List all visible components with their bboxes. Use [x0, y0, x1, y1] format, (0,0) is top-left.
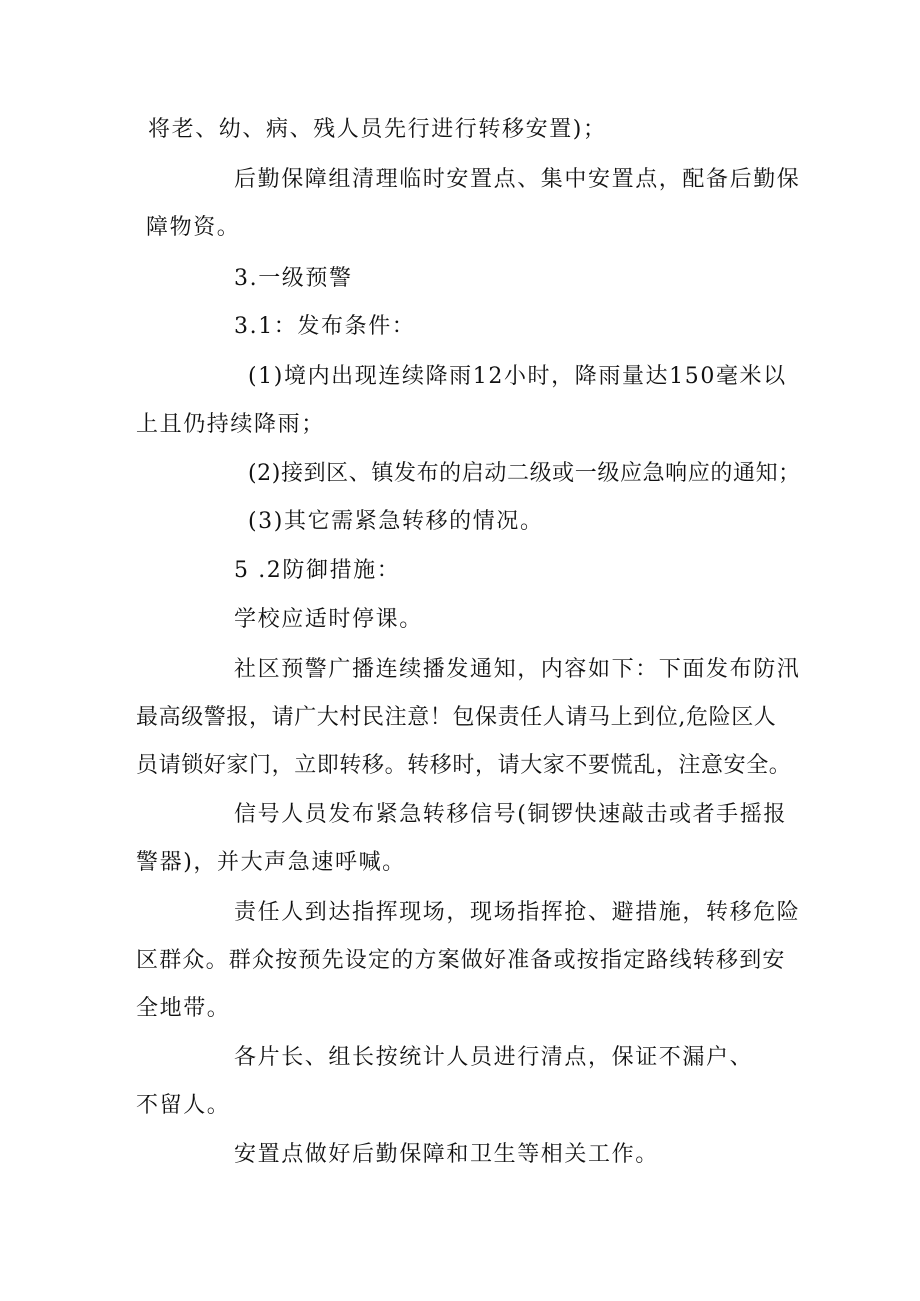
measure-paragraph: 各片长、组长按统计人员进行清点，保证不漏户、: [234, 1045, 754, 1070]
condition-item: (2)接到区、镇发布的启动二级或一级应急响应的通知；: [248, 461, 801, 486]
condition-item: (3)其它需紧急转移的情况。: [248, 509, 544, 534]
measure-paragraph: 最高级警报，请广大村民注意！包保责任人请马上到位,危险区人: [136, 705, 777, 730]
paragraph-line: 将老、幼、病、残人员先行进行转移安置)；: [148, 117, 607, 142]
measure-paragraph: 警器)，并大声急速呼喊。: [136, 850, 406, 875]
subsection-heading: 5 .2防御措施：: [234, 558, 401, 583]
condition-item: 上且仍持续降雨；: [136, 412, 325, 437]
measure-paragraph: 员请锁好家门，立即转移。转移时，请大家不要慌乱，注意安全。: [136, 753, 792, 778]
paragraph-line: 后勤保障组清理临时安置点、集中安置点，配备后勤保: [234, 167, 801, 192]
measure-paragraph: 区群众。群众按预先设定的方案做好准备或按指定路线转移到安: [136, 948, 786, 973]
measure-paragraph: 社区预警广播连续播发通知，内容如下：下面发布防汛: [234, 657, 801, 682]
condition-item: (1)境内出现连续降雨12小时，降雨量达150毫米以: [248, 364, 787, 389]
paragraph-line: 障物资。: [146, 215, 241, 240]
measure-paragraph: 信号人员发布紧急转移信号(铜锣快速敲击或者手摇报: [234, 802, 787, 827]
measure-paragraph: 责任人到达指挥现场，现场指挥抢、避措施，转移危险: [234, 900, 801, 925]
measure-paragraph: 安置点做好后勤保障和卫生等相关工作。: [234, 1142, 659, 1167]
subsection-heading: 3.1：发布条件：: [234, 314, 416, 339]
measure-paragraph: 全地带。: [136, 996, 231, 1021]
measure-paragraph: 不留人。: [136, 1093, 231, 1118]
section-heading: 3.一级预警: [234, 266, 353, 291]
measure-paragraph: 学校应适时停课。: [234, 607, 423, 632]
